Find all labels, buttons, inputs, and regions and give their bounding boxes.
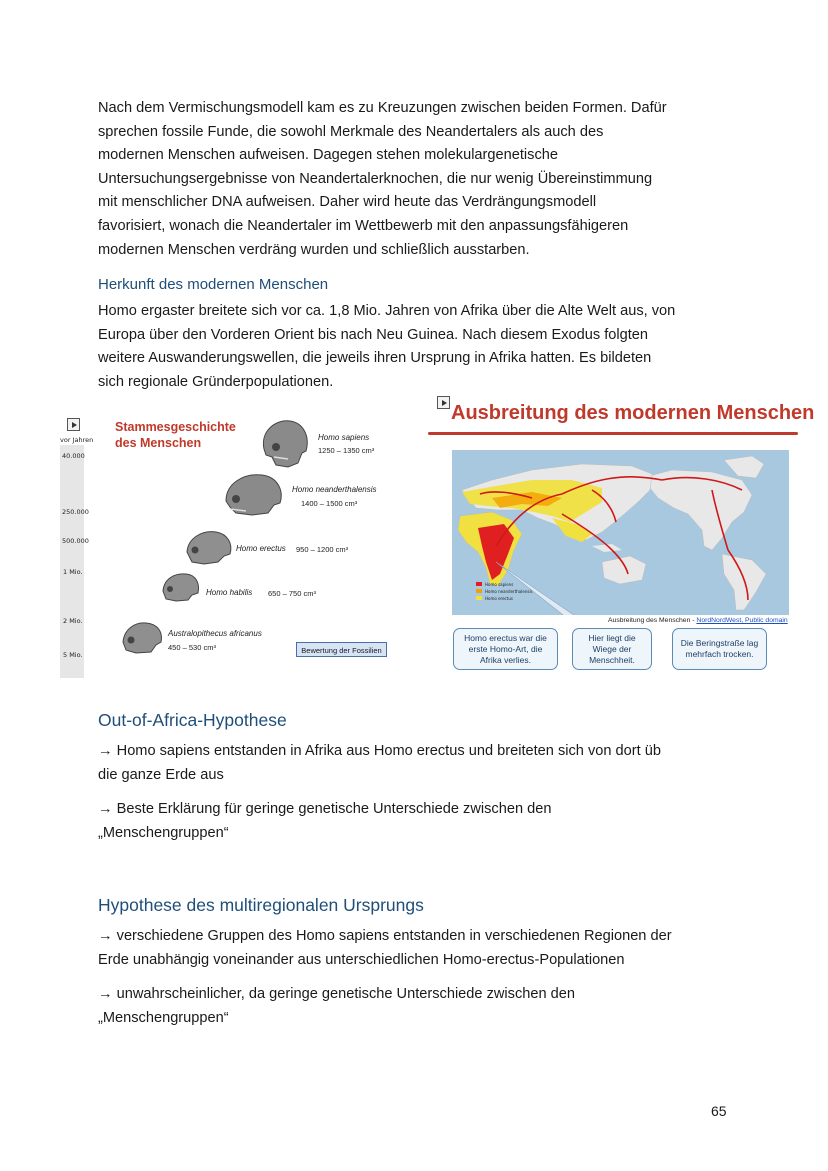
species-name: Homo sapiens — [318, 433, 370, 442]
image-credit: Ausbreitung des Menschen - NordNordWest, Public domain — [608, 617, 788, 624]
multiregional-point-1: → verschiedene Gruppen des Homo sapiens entstanden in verschiedenen Regionen der Erde unabhängig voneinander aus unterschiedlichen Homo-erectus-Populationen — [98, 928, 672, 968]
skull-homo-erectus-icon — [184, 528, 234, 566]
scale-label: 2 Mio. — [63, 617, 83, 625]
legend-label: Homo sapiens — [485, 582, 514, 587]
species-volume: 950 – 1200 cm³ — [296, 545, 349, 554]
skull-homo-sapiens-icon — [258, 419, 310, 469]
ausbreitung-title: Ausbreitung des modernen Menschen — [451, 402, 815, 424]
text-line: weitere Auswanderungswellen, die jeweils ihren Ursprung in Afrika hatten. Es bildeten — [98, 350, 652, 367]
text-line: mit menschlicher DNA aufweisen. Daher wird heute das Verdrängungsmodell — [98, 194, 597, 211]
text-line: modernen Menschen verdräng wurden und schließlich ausstarben. — [98, 241, 530, 258]
intro-paragraph — [98, 97, 738, 262]
species-name: Homo neanderthalensis — [292, 485, 377, 494]
scale-header: vor Jahren — [60, 436, 94, 444]
skull-homo-habilis-icon — [160, 571, 202, 603]
play-icon[interactable] — [437, 396, 450, 409]
text-line: Untersuchungsergebnisse von Neandertalerknochen, die nur wenig Übereinstimmung — [98, 170, 653, 187]
text-line: Europa über den Vorderen Orient bis nach Neu Guinea. Nach diesem Exodus folgten — [98, 326, 649, 343]
out-of-africa-point-1: → Homo sapiens entstanden in Afrika aus Homo erectus und breiteten sich von dort üb die ganze Erde aus — [98, 743, 661, 783]
scale-label: 500.000 — [62, 537, 89, 545]
callout-wiege: Hier liegt die Wiege der Menschheit. — [572, 628, 652, 670]
skull-homo-neanderthalensis-icon — [222, 471, 284, 517]
scale-label: 1 Mio. — [63, 568, 83, 576]
scale-label: 5 Mio. — [63, 651, 83, 659]
time-scale-bar — [60, 445, 84, 678]
species-volume: 1400 – 1500 cm³ — [301, 499, 358, 508]
text-line: modernen Menschen aufweisen. Dagegen stehen molekulargenetische — [98, 147, 558, 164]
species-name: Homo habilis — [206, 588, 253, 597]
world-map — [452, 450, 789, 615]
text-line: sprechen fossile Funde, die sowohl Merkmale des Neandertalers als auch des — [98, 123, 604, 140]
play-icon[interactable] — [67, 418, 80, 431]
legend-label: Homo neanderthalensis — [485, 589, 533, 594]
species-volume: 650 – 750 cm³ — [268, 589, 316, 598]
callout-beringstrasse: Die Beringstraße lag mehrfach trocken. — [672, 628, 767, 670]
stammesgeschichte-title: Stammesgeschichte des Menschen — [115, 420, 236, 450]
text-line: sich regionale Gründerpopulationen. — [98, 373, 334, 390]
multiregional-point-2: → unwahrscheinlicher, da geringe genetische Unterschiede zwischen den „Menschengruppen“ — [98, 986, 576, 1026]
out-of-africa-point-2: → Beste Erklärung für geringe genetische Unterschiede zwischen den „Menschengruppen“ — [98, 801, 552, 841]
skull-australopithecus-icon — [120, 618, 166, 656]
text-line: Homo ergaster breitete sich vor ca. 1,8 Mio. Jahren von Afrika über die Alte Welt aus, von — [98, 303, 676, 319]
credit-link[interactable]: NordNordWest, Public domain — [696, 617, 788, 624]
scale-label: 40.000 — [62, 452, 85, 460]
text-line: favorisiert, wonach die Neandertaler im Wettbewerb mit den anpassungsfähigeren — [98, 217, 629, 234]
herkunft-heading: Herkunft des modernen Menschen — [98, 276, 329, 293]
species-name: Australopithecus africanus — [168, 629, 262, 638]
page-number: 65 — [711, 1103, 727, 1119]
species-volume: 450 – 530 cm³ — [168, 643, 216, 652]
herkunft-paragraph — [98, 300, 738, 394]
callout-homo-erectus: Homo erectus war die erste Homo-Art, die Afrika verlies. — [453, 628, 558, 670]
species-volume: 1250 – 1350 cm³ — [318, 446, 375, 455]
bewertung-fossilien-button[interactable]: Bewertung der Fossilien — [296, 642, 387, 657]
text-line: Nach dem Vermischungsmodell kam es zu Kreuzungen zwischen beiden Formen. Dafür — [98, 100, 667, 116]
title-underline — [428, 432, 798, 435]
multiregional-heading: Hypothese des multiregionalen Ursprungs — [98, 895, 424, 915]
scale-label: 250.000 — [62, 508, 89, 516]
species-name: Homo erectus — [236, 544, 286, 553]
out-of-africa-heading: Out-of-Africa-Hypothese — [98, 710, 287, 730]
legend-label: Homo erectus — [485, 596, 513, 601]
stammesgeschichte-figure — [60, 413, 398, 668]
ausbreitung-figure — [425, 393, 815, 675]
